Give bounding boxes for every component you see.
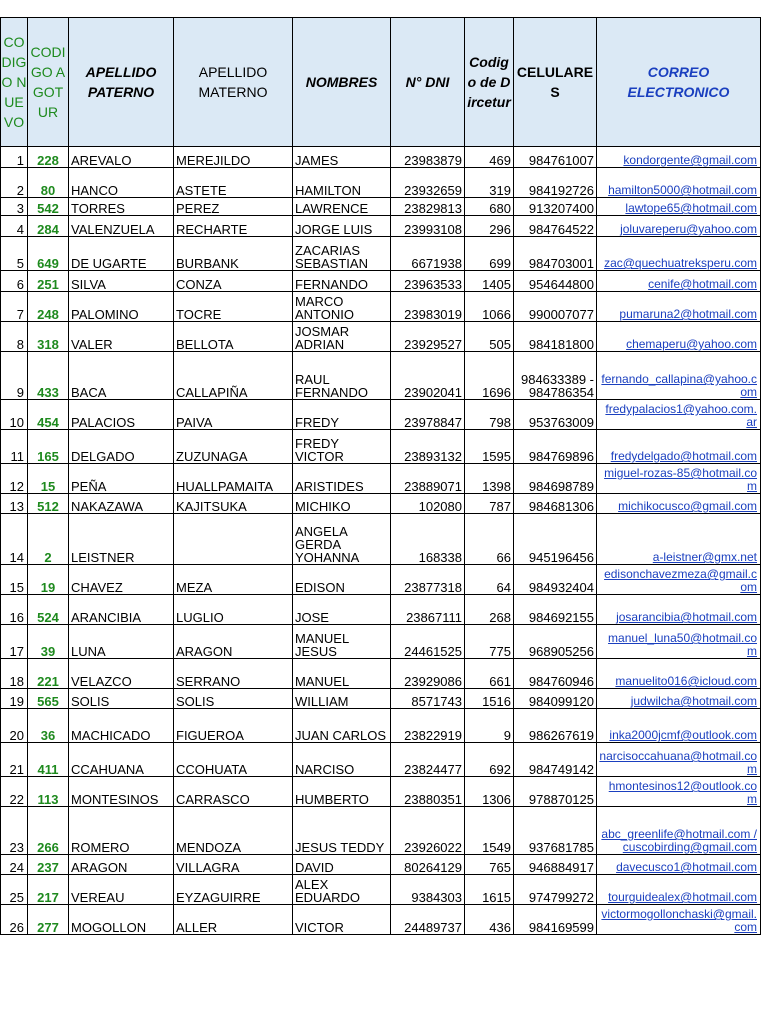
codigo-dircetur: 1398 <box>465 464 514 494</box>
table-row <box>1 292 761 322</box>
dni: 23932659 <box>391 168 465 198</box>
row-number: 12 <box>1 464 28 494</box>
row-number: 2 <box>1 168 28 198</box>
apellido-materno: RECHARTE <box>174 216 293 237</box>
email-link[interactable]: judwilcha@hotmail.com <box>597 689 761 709</box>
celular: 974799272 <box>514 875 597 905</box>
dni: 24489737 <box>391 905 465 935</box>
row-number: 7 <box>1 292 28 322</box>
apellido-paterno: VEREAU <box>69 875 174 905</box>
header-celulares: CELULARES <box>514 18 597 147</box>
celular: 984192726 <box>514 168 597 198</box>
email-link[interactable]: victormogollonchaski@gmail.com <box>597 905 761 935</box>
nombres: FREDY VICTOR <box>293 430 391 464</box>
apellido-paterno: TORRES <box>69 198 174 216</box>
apellido-materno: ALLER <box>174 905 293 935</box>
nombres: WILLIAM <box>293 689 391 709</box>
agotur-code: 284 <box>28 216 69 237</box>
nombres: MANUEL <box>293 659 391 689</box>
apellido-paterno: VALER <box>69 322 174 352</box>
nombres: EDISON <box>293 565 391 595</box>
row-number: 23 <box>1 807 28 855</box>
dni: 23829813 <box>391 198 465 216</box>
agotur-code: 542 <box>28 198 69 216</box>
apellido-materno: KAJITSUKA <box>174 494 293 514</box>
apellido-paterno: PALOMINO <box>69 292 174 322</box>
nombres: RAUL FERNANDO <box>293 352 391 400</box>
codigo-dircetur: 787 <box>465 494 514 514</box>
guides-table <box>0 17 761 935</box>
celular: 954644800 <box>514 271 597 292</box>
table-row <box>1 875 761 905</box>
table-row <box>1 322 761 352</box>
codigo-dircetur: 1696 <box>465 352 514 400</box>
nombres: JAMES <box>293 147 391 168</box>
table-row <box>1 494 761 514</box>
codigo-dircetur: 1615 <box>465 875 514 905</box>
table-row <box>1 709 761 743</box>
apellido-paterno: CCAHUANA <box>69 743 174 777</box>
dni: 23963533 <box>391 271 465 292</box>
apellido-paterno: VELAZCO <box>69 659 174 689</box>
apellido-materno: FIGUEROA <box>174 709 293 743</box>
dni: 23880351 <box>391 777 465 807</box>
celular: 984749142 <box>514 743 597 777</box>
celular: 986267619 <box>514 709 597 743</box>
apellido-materno: ZUZUNAGA <box>174 430 293 464</box>
dni: 23902041 <box>391 352 465 400</box>
agotur-code: 565 <box>28 689 69 709</box>
dni: 23993108 <box>391 216 465 237</box>
agotur-code: 36 <box>28 709 69 743</box>
agotur-code: 266 <box>28 807 69 855</box>
email-link[interactable]: josarancibia@hotmail.com <box>597 595 761 625</box>
nombres: MANUEL JESUS <box>293 625 391 659</box>
dni: 23929086 <box>391 659 465 689</box>
dni: 80264129 <box>391 855 465 875</box>
codigo-dircetur: 1066 <box>465 292 514 322</box>
apellido-materno: VILLAGRA <box>174 855 293 875</box>
header-codigo-agotur: CODIGO AGOTUR <box>28 18 69 147</box>
dni: 23877318 <box>391 565 465 595</box>
codigo-dircetur: 680 <box>465 198 514 216</box>
header-codigo-nuevo: CODIGO NUEVO <box>1 18 28 147</box>
apellido-paterno: SOLIS <box>69 689 174 709</box>
header-dni: N° DNI <box>391 18 465 147</box>
apellido-paterno: ARAGON <box>69 855 174 875</box>
row-number: 4 <box>1 216 28 237</box>
apellido-materno: ASTETE <box>174 168 293 198</box>
apellido-materno: PEREZ <box>174 198 293 216</box>
email-link[interactable]: a-leistner@gmx.net <box>597 514 761 565</box>
email-link[interactable]: miguel-rozas-85@hotmail.com <box>597 464 761 494</box>
agotur-code: 454 <box>28 400 69 430</box>
email-link[interactable]: michikocusco@gmail.com <box>597 494 761 514</box>
agotur-code: 221 <box>28 659 69 689</box>
apellido-materno: HUALLPAMAITA <box>174 464 293 494</box>
email-link[interactable]: lawtope65@hotmail.com <box>597 198 761 216</box>
email-link[interactable]: cenife@hotmail.com <box>597 271 761 292</box>
nombres: FREDY <box>293 400 391 430</box>
email-link[interactable]: chemaperu@yahoo.com <box>597 322 761 352</box>
apellido-paterno: LEISTNER <box>69 514 174 565</box>
dni: 23983019 <box>391 292 465 322</box>
codigo-dircetur: 66 <box>465 514 514 565</box>
header-apellido-materno: APELLIDO MATERNO <box>174 18 293 147</box>
codigo-dircetur: 775 <box>465 625 514 659</box>
agotur-code: 512 <box>28 494 69 514</box>
table-row <box>1 659 761 689</box>
row-number: 13 <box>1 494 28 514</box>
codigo-dircetur: 436 <box>465 905 514 935</box>
email-link[interactable]: narcisoccahuana@hotmail.com <box>597 743 761 777</box>
celular: 984760946 <box>514 659 597 689</box>
apellido-paterno: LUNA <box>69 625 174 659</box>
dni: 8571743 <box>391 689 465 709</box>
apellido-paterno: MOGOLLON <box>69 905 174 935</box>
table-row <box>1 237 761 271</box>
nombres: JOSE <box>293 595 391 625</box>
dni: 23983879 <box>391 147 465 168</box>
celular: 984169599 <box>514 905 597 935</box>
agotur-code: 228 <box>28 147 69 168</box>
apellido-paterno: SILVA <box>69 271 174 292</box>
email-link[interactable]: fredypalacios1@yahoo.com.ar <box>597 400 761 430</box>
celular: 913207400 <box>514 198 597 216</box>
table-body <box>1 147 761 935</box>
header-apellido-paterno: APELLIDO PATERNO <box>69 18 174 147</box>
apellido-paterno: DE UGARTE <box>69 237 174 271</box>
agotur-code: 217 <box>28 875 69 905</box>
table-row <box>1 743 761 777</box>
apellido-materno: CARRASCO <box>174 777 293 807</box>
agotur-code: 433 <box>28 352 69 400</box>
nombres: FERNANDO <box>293 271 391 292</box>
table-row <box>1 168 761 198</box>
apellido-paterno: AREVALO <box>69 147 174 168</box>
table-row <box>1 565 761 595</box>
table-row <box>1 807 761 855</box>
celular: 990007077 <box>514 292 597 322</box>
dni: 23978847 <box>391 400 465 430</box>
header-nombres: NOMBRES <box>293 18 391 147</box>
agotur-code: 2 <box>28 514 69 565</box>
apellido-materno: MEZA <box>174 565 293 595</box>
table-row <box>1 689 761 709</box>
table-row <box>1 595 761 625</box>
email-link[interactable]: joluvareperu@yahoo.com <box>597 216 761 237</box>
row-number: 15 <box>1 565 28 595</box>
codigo-dircetur: 296 <box>465 216 514 237</box>
agotur-code: 277 <box>28 905 69 935</box>
dni: 102080 <box>391 494 465 514</box>
table-row <box>1 855 761 875</box>
row-number: 19 <box>1 689 28 709</box>
row-number: 25 <box>1 875 28 905</box>
email-link[interactable]: zac@quechuatreksperu.com <box>597 237 761 271</box>
row-number: 10 <box>1 400 28 430</box>
apellido-materno: BELLOTA <box>174 322 293 352</box>
celular: 978870125 <box>514 777 597 807</box>
codigo-dircetur: 1549 <box>465 807 514 855</box>
nombres: JUAN CARLOS <box>293 709 391 743</box>
codigo-dircetur: 9 <box>465 709 514 743</box>
celular: 953763009 <box>514 400 597 430</box>
email-link[interactable]: manuelito016@icloud.com <box>597 659 761 689</box>
agotur-code: 113 <box>28 777 69 807</box>
email-link[interactable]: inka2000jcmf@outlook.com <box>597 709 761 743</box>
dni: 24461525 <box>391 625 465 659</box>
codigo-dircetur: 319 <box>465 168 514 198</box>
agotur-code: 19 <box>28 565 69 595</box>
row-number: 22 <box>1 777 28 807</box>
apellido-materno: CALLAPIÑA <box>174 352 293 400</box>
row-number: 8 <box>1 322 28 352</box>
table-row <box>1 271 761 292</box>
apellido-paterno: PALACIOS <box>69 400 174 430</box>
header-codigo-dircetur: Codigo de Dircetur <box>465 18 514 147</box>
celular: 945196456 <box>514 514 597 565</box>
celular: 968905256 <box>514 625 597 659</box>
email-link[interactable]: davecusco1@hotmail.com <box>597 855 761 875</box>
row-number: 9 <box>1 352 28 400</box>
agotur-code: 80 <box>28 168 69 198</box>
celular: 984769896 <box>514 430 597 464</box>
nombres: ANGELA GERDA YOHANNA <box>293 514 391 565</box>
celular: 984633389 - 984786354 <box>514 352 597 400</box>
dni: 23867111 <box>391 595 465 625</box>
codigo-dircetur: 692 <box>465 743 514 777</box>
agotur-code: 15 <box>28 464 69 494</box>
codigo-dircetur: 1405 <box>465 271 514 292</box>
codigo-dircetur: 699 <box>465 237 514 271</box>
agotur-code: 39 <box>28 625 69 659</box>
email-link[interactable]: pumaruna2@hotmail.com <box>597 292 761 322</box>
email-link[interactable]: abc_greenlife@hotmail.com / cuscobirding@gmail.com <box>597 807 761 855</box>
apellido-materno: MEREJILDO <box>174 147 293 168</box>
email-link[interactable]: hmontesinos12@outlook.com <box>597 777 761 807</box>
email-link[interactable]: fernando_callapina@yahoo.com <box>597 352 761 400</box>
row-number: 5 <box>1 237 28 271</box>
dni: 23822919 <box>391 709 465 743</box>
agotur-code: 237 <box>28 855 69 875</box>
celular: 984681306 <box>514 494 597 514</box>
apellido-materno: BURBANK <box>174 237 293 271</box>
dni: 23893132 <box>391 430 465 464</box>
row-number: 14 <box>1 514 28 565</box>
row-number: 6 <box>1 271 28 292</box>
nombres: JOSMAR ADRIAN <box>293 322 391 352</box>
celular: 984692155 <box>514 595 597 625</box>
agotur-code: 649 <box>28 237 69 271</box>
nombres: HUMBERTO <box>293 777 391 807</box>
row-number: 26 <box>1 905 28 935</box>
email-link[interactable]: hamilton5000@hotmail.com <box>597 168 761 198</box>
apellido-paterno: ROMERO <box>69 807 174 855</box>
table-row <box>1 430 761 464</box>
apellido-materno: LUGLIO <box>174 595 293 625</box>
table-row <box>1 216 761 237</box>
agotur-code: 165 <box>28 430 69 464</box>
celular: 984181800 <box>514 322 597 352</box>
agotur-code: 251 <box>28 271 69 292</box>
agotur-code: 318 <box>28 322 69 352</box>
row-number: 1 <box>1 147 28 168</box>
apellido-materno: ARAGON <box>174 625 293 659</box>
codigo-dircetur: 469 <box>465 147 514 168</box>
table-row <box>1 777 761 807</box>
agotur-code: 411 <box>28 743 69 777</box>
dni: 23824477 <box>391 743 465 777</box>
table-row <box>1 198 761 216</box>
nombres: ZACARIAS SEBASTIAN <box>293 237 391 271</box>
apellido-paterno: CHAVEZ <box>69 565 174 595</box>
nombres: JORGE LUIS <box>293 216 391 237</box>
apellido-paterno: MONTESINOS <box>69 777 174 807</box>
nombres: MARCO ANTONIO <box>293 292 391 322</box>
table-row <box>1 514 761 565</box>
codigo-dircetur: 765 <box>465 855 514 875</box>
row-number: 11 <box>1 430 28 464</box>
row-number: 17 <box>1 625 28 659</box>
apellido-materno: EYZAGUIRRE <box>174 875 293 905</box>
celular: 984761007 <box>514 147 597 168</box>
dni: 23929527 <box>391 322 465 352</box>
apellido-paterno: VALENZUELA <box>69 216 174 237</box>
dni: 9384303 <box>391 875 465 905</box>
celular: 984698789 <box>514 464 597 494</box>
table-row <box>1 905 761 935</box>
header-correo: CORREO ELECTRONICO <box>597 18 761 147</box>
codigo-dircetur: 1516 <box>465 689 514 709</box>
dni: 23889071 <box>391 464 465 494</box>
nombres: HAMILTON <box>293 168 391 198</box>
nombres: VICTOR <box>293 905 391 935</box>
apellido-paterno: MACHICADO <box>69 709 174 743</box>
agotur-code: 248 <box>28 292 69 322</box>
celular: 984764522 <box>514 216 597 237</box>
row-number: 20 <box>1 709 28 743</box>
codigo-dircetur: 268 <box>465 595 514 625</box>
dni: 168338 <box>391 514 465 565</box>
codigo-dircetur: 798 <box>465 400 514 430</box>
table-row <box>1 400 761 430</box>
apellido-paterno: HANCO <box>69 168 174 198</box>
apellido-materno <box>174 514 293 565</box>
apellido-materno: CCOHUATA <box>174 743 293 777</box>
email-link[interactable]: manuel_luna50@hotmail.com <box>597 625 761 659</box>
row-number: 24 <box>1 855 28 875</box>
codigo-dircetur: 1595 <box>465 430 514 464</box>
table-row <box>1 625 761 659</box>
codigo-dircetur: 661 <box>465 659 514 689</box>
agotur-code: 524 <box>28 595 69 625</box>
table-row <box>1 147 761 168</box>
row-number: 21 <box>1 743 28 777</box>
celular: 984099120 <box>514 689 597 709</box>
nombres: MICHIKO <box>293 494 391 514</box>
celular: 946884917 <box>514 855 597 875</box>
codigo-dircetur: 505 <box>465 322 514 352</box>
celular: 937681785 <box>514 807 597 855</box>
apellido-materno: TOCRE <box>174 292 293 322</box>
row-number: 16 <box>1 595 28 625</box>
dni: 6671938 <box>391 237 465 271</box>
nombres: LAWRENCE <box>293 198 391 216</box>
header-row <box>1 18 761 147</box>
table-row <box>1 352 761 400</box>
apellido-paterno: BACA <box>69 352 174 400</box>
email-link[interactable]: tourguidealex@hotmail.com <box>597 875 761 905</box>
nombres: NARCISO <box>293 743 391 777</box>
email-link[interactable]: fredydelgado@hotmail.com <box>597 430 761 464</box>
apellido-paterno: ARANCIBIA <box>69 595 174 625</box>
codigo-dircetur: 64 <box>465 565 514 595</box>
apellido-paterno: NAKAZAWA <box>69 494 174 514</box>
apellido-materno: MENDOZA <box>174 807 293 855</box>
email-link[interactable]: edisonchavezmeza@gmail.com <box>597 565 761 595</box>
nombres: DAVID <box>293 855 391 875</box>
row-number: 3 <box>1 198 28 216</box>
dni: 23926022 <box>391 807 465 855</box>
apellido-materno: PAIVA <box>174 400 293 430</box>
nombres: ALEX EDUARDO <box>293 875 391 905</box>
email-link[interactable]: kondorgente@gmail.com <box>597 147 761 168</box>
codigo-dircetur: 1306 <box>465 777 514 807</box>
apellido-materno: CONZA <box>174 271 293 292</box>
apellido-materno: SERRANO <box>174 659 293 689</box>
apellido-materno: SOLIS <box>174 689 293 709</box>
apellido-paterno: PEÑA <box>69 464 174 494</box>
table-row <box>1 464 761 494</box>
row-number: 18 <box>1 659 28 689</box>
celular: 984932404 <box>514 565 597 595</box>
nombres: ARISTIDES <box>293 464 391 494</box>
apellido-paterno: DELGADO <box>69 430 174 464</box>
nombres: JESUS TEDDY <box>293 807 391 855</box>
celular: 984703001 <box>514 237 597 271</box>
